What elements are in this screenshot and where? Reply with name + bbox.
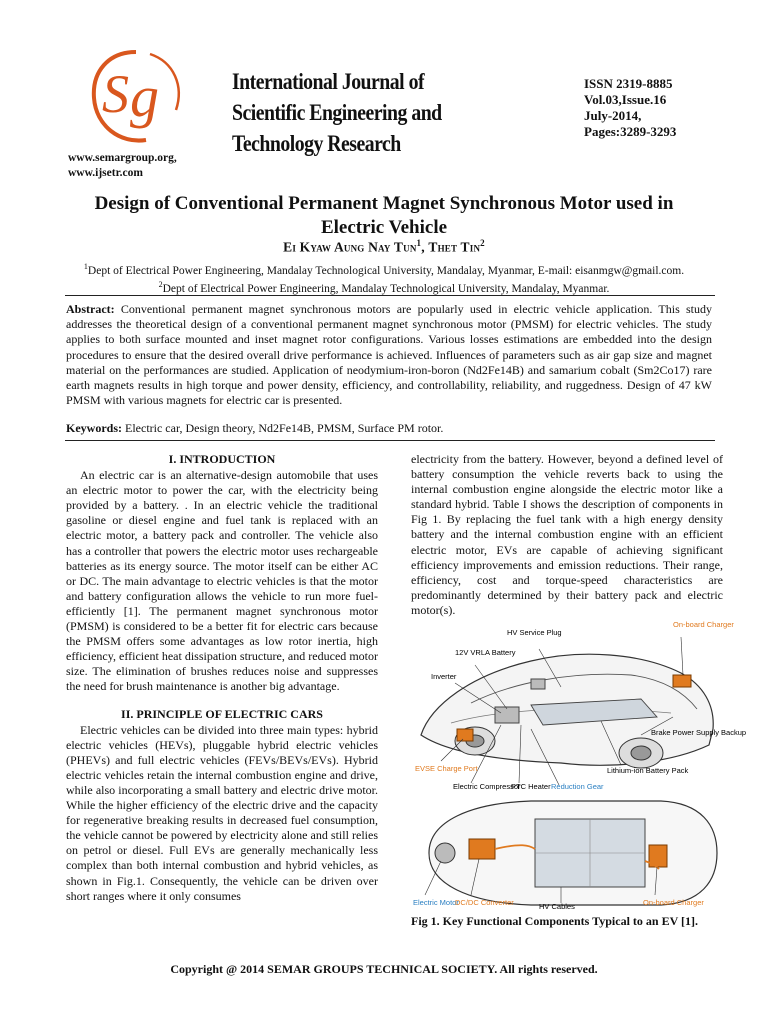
section-paragraph: An electric car is an alternative-design automobile that uses an electric motor to power the car, with the electricity being provided by a battery. . In an electric vehicle the traditional gasoline or diesel engine and fuel tank is replaced with an electric motor, a battery pack and controller. The vehicle also has a controller that powers the electric motor uses rechargeable batteries as its energy source. The motor itself can be either AC or DC. The main advantage to electric vehicles is that the motor and battery configuration allows the vehicle to run more fuel-efficiently [1]. The permanent magnet synchronous motor (PMSM) is considered to be a better fit for electric cars because the PMSM offers some advantages as low rotor inertia, high efficiency, efficient heat dissipation structure, and reduced motor size. The elimination of brushes reduces noise and suppresses the need for brush maintenance is another big advantage. — [66, 468, 378, 694]
label-dcdc: DC/DC Converter — [455, 898, 514, 907]
author-name: Thet Tin — [428, 239, 481, 255]
affiliation-text: Dept of Electrical Power Engineering, Mandalay Technological University, Mandalay, Myanmar. — [162, 282, 610, 295]
section-heading: I. INTRODUCTION — [168, 452, 276, 466]
affiliation-1 — [40, 260, 728, 278]
label-vrla-battery: 12V VRLA Battery — [455, 648, 516, 657]
right-column — [411, 452, 723, 618]
paper-title-line2: Electric Vehicle — [320, 217, 448, 238]
page-range: Pages:3289-3293 — [584, 124, 677, 139]
website-link[interactable]: www.ijsetr.com — [68, 167, 143, 179]
websites — [68, 151, 177, 181]
affiliation-2 — [40, 278, 728, 296]
volume-issue: Vol.03,Issue.16 — [584, 92, 667, 107]
divider — [65, 440, 715, 441]
authors — [40, 238, 728, 256]
label-inverter: Inverter — [431, 672, 457, 681]
issn-block — [584, 76, 754, 140]
evse-port-component — [457, 729, 473, 741]
website-link[interactable]: www.semargroup.org, — [68, 152, 177, 164]
label-evse-port: EVSE Charge Port — [415, 764, 478, 773]
label-reduction-gear: Reduction Gear — [551, 782, 604, 791]
journal-title-line2: Scientific Engineering and Technology Research — [232, 100, 442, 156]
section-heading: II. PRINCIPLE OF ELECTRIC CARS — [121, 706, 323, 721]
keywords — [66, 421, 712, 436]
keywords-text: Electric car, Design theory, Nd2Fe14B, PMSM, Surface PM rotor. — [122, 421, 444, 435]
affiliation-text: Dept of Electrical Power Engineering, Mandalay Technological University, Mandalay, Myanmar, E-mail: eisanmgw@gmail.com. — [87, 264, 685, 277]
author-name: Ei Kyaw Aung Nay Tun — [283, 239, 417, 255]
author-separator: , — [421, 239, 429, 255]
author-superscript: 1 — [416, 238, 422, 248]
abstract-label: Abstract: — [66, 302, 115, 316]
paper-title-line1: Design of Conventional Permanent Magnet Synchronous Motor used in — [94, 193, 674, 214]
author-superscript: 2 — [480, 238, 485, 248]
section-paragraph: Electric vehicles can be divided into three main types: hybrid electric vehicles (HEVs), pluggable hybrid electric vehicles (PHEVs) and full electric vehicles (FEVs/BEVs/EVs). Hybrid electric vehicles retain the internal combustion engine and drive, while also incorporating a small battery and electric drive motor. While the higher efficiency of the electric drive and the capacity for regenerative breaking results in decreased fuel consumption, the vehicle cannot be powered by electricity alone and still relies on petrol or diesel. Full EVs are generally mechanically less complex than both internal combustion and hybrid vehicles, as shown in Fig.1. Consequently, the vehicle can be driven over short ranges where it only consumes — [66, 722, 378, 903]
publication-date: July-2014, — [584, 108, 642, 123]
left-column — [66, 452, 378, 904]
label-lithium-ion: Lithium-ion Battery Pack — [607, 766, 689, 775]
label-electric-motor: Electric Motor — [413, 898, 459, 907]
divider — [65, 295, 715, 296]
onboard-charger-component — [673, 675, 691, 687]
label-brake-power: Brake Power Supply Backup — [651, 728, 747, 737]
journal-title-line1: International Journal of — [232, 69, 425, 94]
journal-logo — [80, 42, 192, 154]
label-ptc-heater: PTC Heater — [511, 782, 551, 791]
affiliations — [40, 260, 728, 296]
label-onboard-charger-bottom: On-board Charger — [643, 898, 704, 907]
affiliation-superscript: 1 — [83, 262, 88, 271]
affiliation-superscript: 2 — [158, 279, 163, 289]
electric-motor-component — [435, 843, 455, 863]
label-onboard-charger: On-board Charger — [673, 620, 734, 629]
inverter-component — [495, 707, 519, 723]
abstract — [66, 302, 712, 408]
svg-text:g: g — [130, 64, 159, 129]
ev-components-figure — [411, 613, 747, 915]
keywords-label: Keywords: — [66, 421, 122, 435]
label-hv-service-plug: HV Service Plug — [507, 628, 562, 637]
label-compressor: Electric Compressor — [453, 782, 521, 791]
section-paragraph: electricity from the battery. However, beyond a defined level of battery consumption the vehicle reverts back to using the internal combustion engine alongside the electric motor like a standard hybrid. Table I shows the description of components in Fig 1. By replacing the fuel tank with a high energy density battery and the internal combustion engine with an efficient electric motor, EVs are capable of achieving significant efficiency improvements and emission reductions. Their range, efficiency, cost and torque-speed characteristics are predominantly determined by their battery pack and electric motor(s). — [411, 452, 723, 617]
label-hv-cables: HV Cables — [539, 902, 575, 911]
figure-caption: Fig 1. Key Functional Components Typical to an EV [1]. — [411, 914, 699, 928]
journal-title — [232, 66, 524, 159]
paper-title — [40, 192, 728, 240]
svg-text:S: S — [102, 64, 129, 124]
copyright-footer: Copyright @ 2014 SEMAR GROUPS TECHNICAL SOCIETY. All rights reserved. — [170, 962, 598, 976]
issn: ISSN 2319-8885 — [584, 76, 673, 91]
dcdc-converter-component — [469, 839, 495, 859]
abstract-text: Conventional permanent magnet synchronous motors are popularly used in electric vehicle application. This study addresses the theoretical design of a conventional permanent magnet synchronous motor (PMSM) for electric vehicles. The study applies to both surface mounted and inset magnet rotor configurations. Various losses estimations are embedded into the design procedures to ensure that the desired overall drive performance is achieved. Influences of parameters such as air gap size and magnet material on the performances are studied. Application of neodymium-iron-boron (Nd2Fe14B) and samarium cobalt (Sm2Co17) rare earth magnets results in high torque and power density, efficiency, and controllability, reliability, and ruggedness. Design of 47 kW PMSM with various magnets for electric car is presented. — [66, 302, 712, 408]
